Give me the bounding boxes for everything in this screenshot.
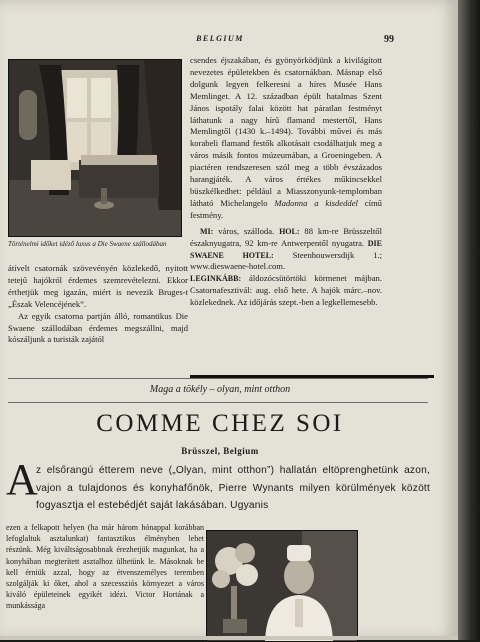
page-number: 99	[384, 34, 394, 45]
best-label: LEGINKÁBB:	[190, 274, 242, 284]
info-hol: 88 km-re Brüsszeltől északnyugatra, 92 km-re Antwerpentől nyugatra.	[190, 225, 382, 248]
info-mi: város, szálloda.	[218, 225, 275, 236]
chef-photo	[206, 530, 358, 642]
running-title: BELGIUM	[196, 34, 244, 43]
section-divider-line	[8, 378, 428, 379]
info-hol-label: HOL:	[279, 226, 300, 236]
chef-illustration	[207, 531, 357, 641]
hotel-label: DIE SWAENE HOTEL:	[190, 238, 382, 260]
hotel-room-illustration	[9, 60, 181, 236]
right-paragraph	[190, 55, 382, 222]
info-what-hol	[190, 226, 382, 274]
best-info: áldozócsütörtöki körmenet májban. Csatornafesztivál: aug. első hete. A hajók márc.–nov. közlekednek. Az időjárás szept.-ben a legkellemesebb.	[190, 273, 382, 308]
left-paragraph-1: átívelt csatornák szövevényén közlekedő, nyitott tetejű hajókról érdemes szemrevételezni. Ekkor érthetjük meg igazán, miért is nevezik Bruges-t „Észak Velencéjének”.	[8, 263, 188, 309]
tagline-divider	[8, 402, 428, 403]
info-mi-label: MI:	[200, 226, 214, 236]
section-title: COMME CHEZ SOI	[96, 410, 344, 437]
section-tagline: Maga a tökély – olyan, mint otthon	[149, 384, 291, 395]
right-column	[190, 55, 382, 309]
info-best	[190, 273, 382, 309]
book-binding-shadow	[458, 0, 480, 640]
artwork-title: Madonna a kisdeddel	[274, 197, 358, 208]
photo-caption: Történelmi időket idéző luxus a Die Swaene szállodában	[8, 240, 167, 248]
hotel-room-photo	[8, 59, 182, 237]
section-location: Brüsszel, Belgium	[181, 446, 259, 456]
intro-text: z elsőrangú étterem neve („Olyan, mint otthon”) hallatán eltöprenghetünk azon, vajon a tulajdonos és konyhafőnök, Pierre Wynants milyen körülmények között fogyasztja el estebédjét saját lakásában. Ugyanis	[36, 465, 430, 511]
right-paragraph-end: című festmény.	[190, 197, 382, 220]
left-paragraph-2: Az egyik csatorna partján álló, romantikus Die Swaene szállodában érdemes megszállni, majd kószáljunk a turisták zajától	[8, 310, 188, 345]
right-paragraph-text: csendes éjszakában, és gyönyörködjünk a kivilágított nevezetes épületekben és csatornákban. Másnap első dolgunk legyen felkeresni a híres Musée Hans Memlinget. A 12. században épült hatalmas Szent János ispotály falai között hat páratlan festményt láthatunk a nagy hírű flamand mestertől, Hans Memlingtől (1430 k.–1494). További művei és más korabeli flamand festők alkotásait csodálhatjuk meg a város másik fontos múzeumában, a Groeningeben. A piactéren rendszeresen szól meg a több évszázados harangjáték. A város értékes műkincsekkel büszkélkedhet: például a Miasszonyunk-templomban látható Michelangelo	[190, 55, 382, 208]
left-column	[8, 263, 188, 346]
hotel-info: Steenhouwersdijk 1.; www.dieswaene-hotel.com.	[190, 249, 383, 272]
drop-cap: A	[6, 455, 38, 504]
bottom-left-text: ezen a felkapott helyen (ha már három hónappal korábban lefoglaltuk asztalunkat) fantasztikus élményben lehet részünk. Még kiváltságosabbnak érezhetjük magunkat, ha a konyhában megterített asztalhoz ülhetünk le. Másoknak be kell érniük azzal, hogy az étvenszemélyes teremben szolgálják ki őket, ahol a szecessziós környezet a város kiváló épületeinek egyikét idézi. Victor Hortának a munkássága	[6, 523, 204, 611]
